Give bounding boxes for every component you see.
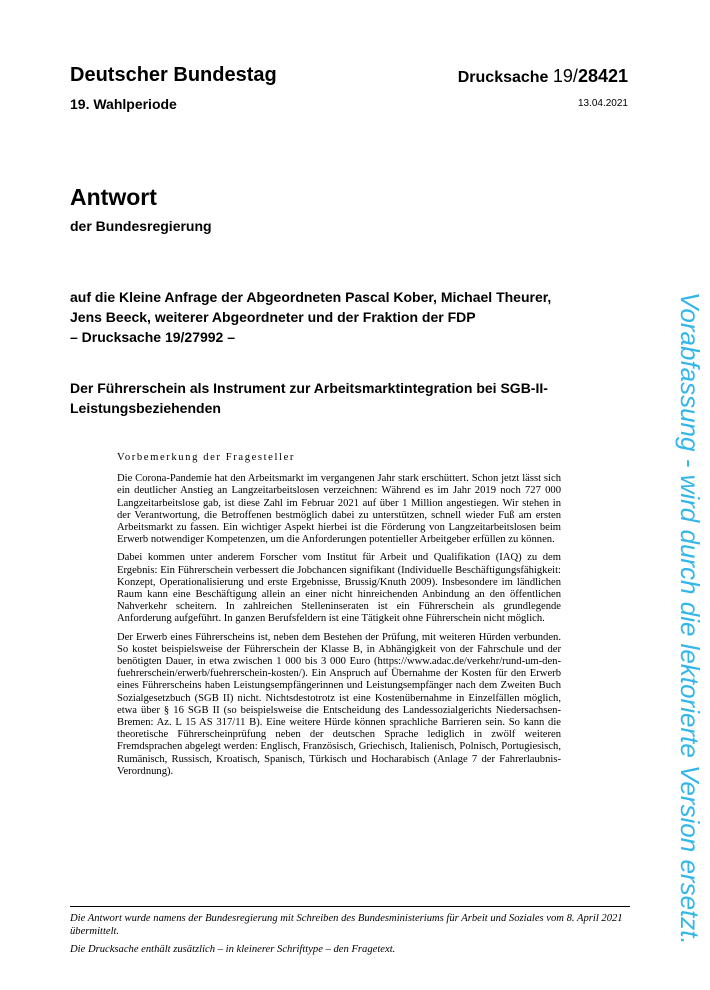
- vorbemerkung-title: Vorbemerkung der Fragesteller: [117, 452, 295, 463]
- footer-divider: [70, 906, 630, 907]
- anfrage-line: Jens Beeck, weiterer Abgeordneter und der Fraktion der FDP: [70, 309, 476, 325]
- document-date: 13.04.2021: [577, 98, 628, 109]
- draft-watermark: Vorabfassung - wird durch die lektorierte Version ersetzt.: [675, 292, 705, 945]
- drucksache-prefix: 19/: [552, 66, 578, 86]
- institution-name: Deutscher Bundestag: [70, 64, 277, 86]
- body-paragraph: Die Corona-Pandemie hat den Arbeitsmarkt im vergangenen Jahr stark erschüttert. Schon jetzt lässt sich ein deutlicher Anstieg an Langzeitarbeitslosen verzeichnen: Während es im Jahr 2019 noch 727 000 Langzeitarbeitslose gab, ist diese Zahl im Februar 2021 auf über 1 Million angestiegen. Wir stehen in der Verantwortung, die Betroffenen bestmöglich dabei zu unterstützen, schnell wieder Fuß am ersten Arbeitsmarkt zu fassen. Ein wichtiger Aspekt hierbei ist die Förderung von Langzeitarbeitslosen beim Erwerb notwendiger Kompetenzen, um die Anforderungen potentieller Arbeitgeber erfüllen zu können.: [117, 473, 561, 546]
- drucksache-id: 28421: [577, 66, 628, 86]
- footer-note: Die Antwort wurde namens der Bundesregierung mit Schreiben des Bundesministeriums für Arbeit und Soziales vom 8. April 2021 übermittelt.: [70, 913, 623, 937]
- anfrage-line: auf die Kleine Anfrage der Abgeordneten Pascal Kober, Michael Theurer,: [70, 289, 552, 305]
- vorbemerkung-section: [117, 452, 561, 784]
- anfrage-line: – Drucksache 19/27992 –: [70, 329, 236, 345]
- document-title: Antwort: [70, 184, 157, 210]
- anfrage-block: [70, 287, 590, 347]
- drucksache-number: [458, 66, 628, 87]
- body-paragraph: Dabei kommen unter anderem Forscher vom Institut für Arbeit und Qualifikation (IAQ) zu dem Ergebnis: Ein Führerschein verbessert die Jobchancen signifikant (Individuelle Beschäftigungsfähigkeit: Konzept, Operationalisierung und erste Ergebnisse, Brussig/Knuth 2009). Insbesondere im ländlichen Raum kann eine Beschäftigung allein an einer nicht hinreichenden Anbindung an den öffentlichen Nahverkehr scheitern. In zahlreichen Stelleninseraten ist ein Führerschein als grundlegende Anforderung aufgeführt. In ganzen Berufsfeldern ist eine Tätigkeit ohne Führerschein nicht möglich.: [117, 552, 561, 625]
- document-subtitle: der Bundesregierung: [70, 218, 212, 234]
- body-paragraph: Der Erwerb eines Führerscheins ist, neben dem Bestehen der Prüfung, mit weiteren Hürden verbunden. So kostet beispielsweise der Führerschein der Klasse B, in Abhängigkeit von der Fahrschule und der benötigten Dauer, in etwa zwischen 1 000 bis 3 000 Euro (https://www.adac.de/verkehr/rund-um-den-fuehrerschein/erwerb/fuehrerschein-kosten/). Ein Anspruch auf Übernahme der Kosten für den Erwerb eines Führerscheins haben Leistungsempfängerinnen und Leistungsempfänger nach dem Zweiten Buch Sozialgesetzbuch (SGB II) nicht. Nichtsdestotrotz ist eine Kostenübernahme in Einzelfällen möglich, etwa über § 16 SGB II (so beispielsweise die Entscheidung des Landessozialgerichts Niedersachsen-Bremen: Az. L 15 AS 317/11 B). Eine weitere Hürde können sprachliche Barrieren sein. So kann die theoretische Führerscheinprüfung neben der deutschen Sprache lediglich in zwölf weiteren Fremdsprachen abgelegt werden: Englisch, Französisch, Griechisch, Italienisch, Polnisch, Portugiesisch, Rumänisch, Russisch, Kroatisch, Spanisch, Türkisch und Hocharabisch (Anlage 7 der Fahrerlaubnis-Verordnung).: [117, 631, 561, 777]
- footer-note: Die Drucksache enthält zusätzlich – in kleinerer Schrifttype – den Fragetext.: [70, 944, 396, 956]
- wahlperiode: 19. Wahlperiode: [70, 96, 177, 112]
- footer-notes: [70, 913, 630, 963]
- drucksache-label: Drucksache: [457, 69, 553, 86]
- topic-heading: Der Führerschein als Instrument zur Arbeitsmarktintegration bei SGB-II-Leistungsbeziehenden: [70, 380, 548, 416]
